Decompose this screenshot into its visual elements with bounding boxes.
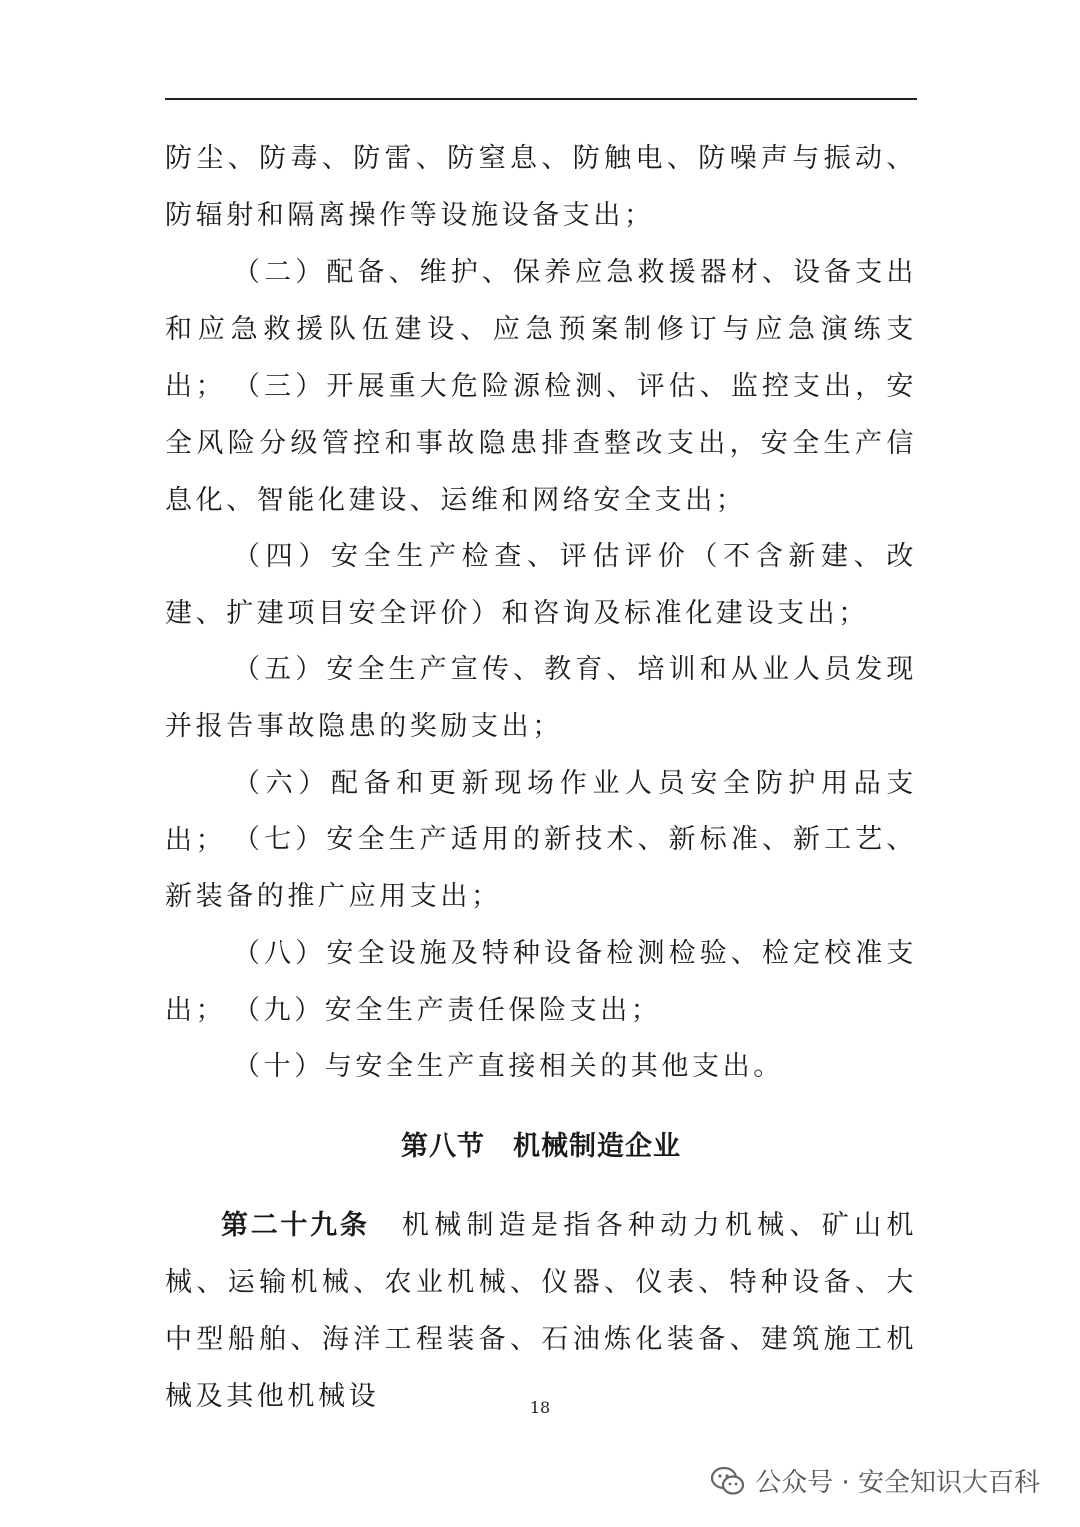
- list-item-4: （四）安全生产检查、评估评价（不含新建、改建、扩建项目安全评价）和咨询及标准化建设支出；: [165, 541, 917, 629]
- list-item-6: （六）配备和更新现场作业人员安全防护用品支出；: [165, 768, 917, 856]
- page-number: 18: [529, 1398, 551, 1417]
- watermark: [711, 1462, 1040, 1499]
- list-item-7: （七）安全生产适用的新技术、新标准、新工艺、新装备的推广应用支出；: [165, 824, 917, 912]
- article-paragraph: [165, 1197, 917, 1425]
- article-number: 第二十九条: [221, 1210, 370, 1241]
- article-text: 机械制造是指各种动力机械、矿山机械、运输机械、农业机械、仪器、仪表、特种设备、大中型船舶、海洋工程装备、石油炼化装备、建筑施工机械及其他机械设: [165, 1210, 918, 1412]
- list-item-2: （二）配备、维护、保养应急救援器材、设备支出和应急救援队伍建设、应急预案制修订与应急演练支出；: [165, 257, 917, 402]
- paragraph-continuation: 防尘、防毒、防雷、防窒息、防触电、防噪声与振动、防辐射和隔离操作等设施设备支出；: [165, 143, 917, 231]
- wechat-icon: [711, 1466, 745, 1496]
- list-item-5: （五）安全生产宣传、教育、培训和从业人员发现并报告事故隐患的奖励支出；: [165, 654, 917, 742]
- section-heading: 第八节 机械制造企业: [401, 1131, 681, 1162]
- list-item-3: （三）开展重大危险源检测、评估、监控支出，安全风险分级管控和事故隐患排查整改支出，安全生产信息化、智能化建设、运维和网络安全支出；: [165, 371, 917, 516]
- list-item-8: （八）安全设施及特种设备检测检验、检定校准支出；: [165, 938, 917, 1026]
- list-item-10: （十）与安全生产直接相关的其他支出。: [233, 1051, 784, 1082]
- spacer: [370, 1210, 402, 1241]
- list-item-9: （九）安全生产责任保险支出；: [233, 995, 662, 1026]
- header-rule: [165, 98, 917, 100]
- watermark-text: 公众号 · 安全知识大百科: [755, 1468, 1040, 1498]
